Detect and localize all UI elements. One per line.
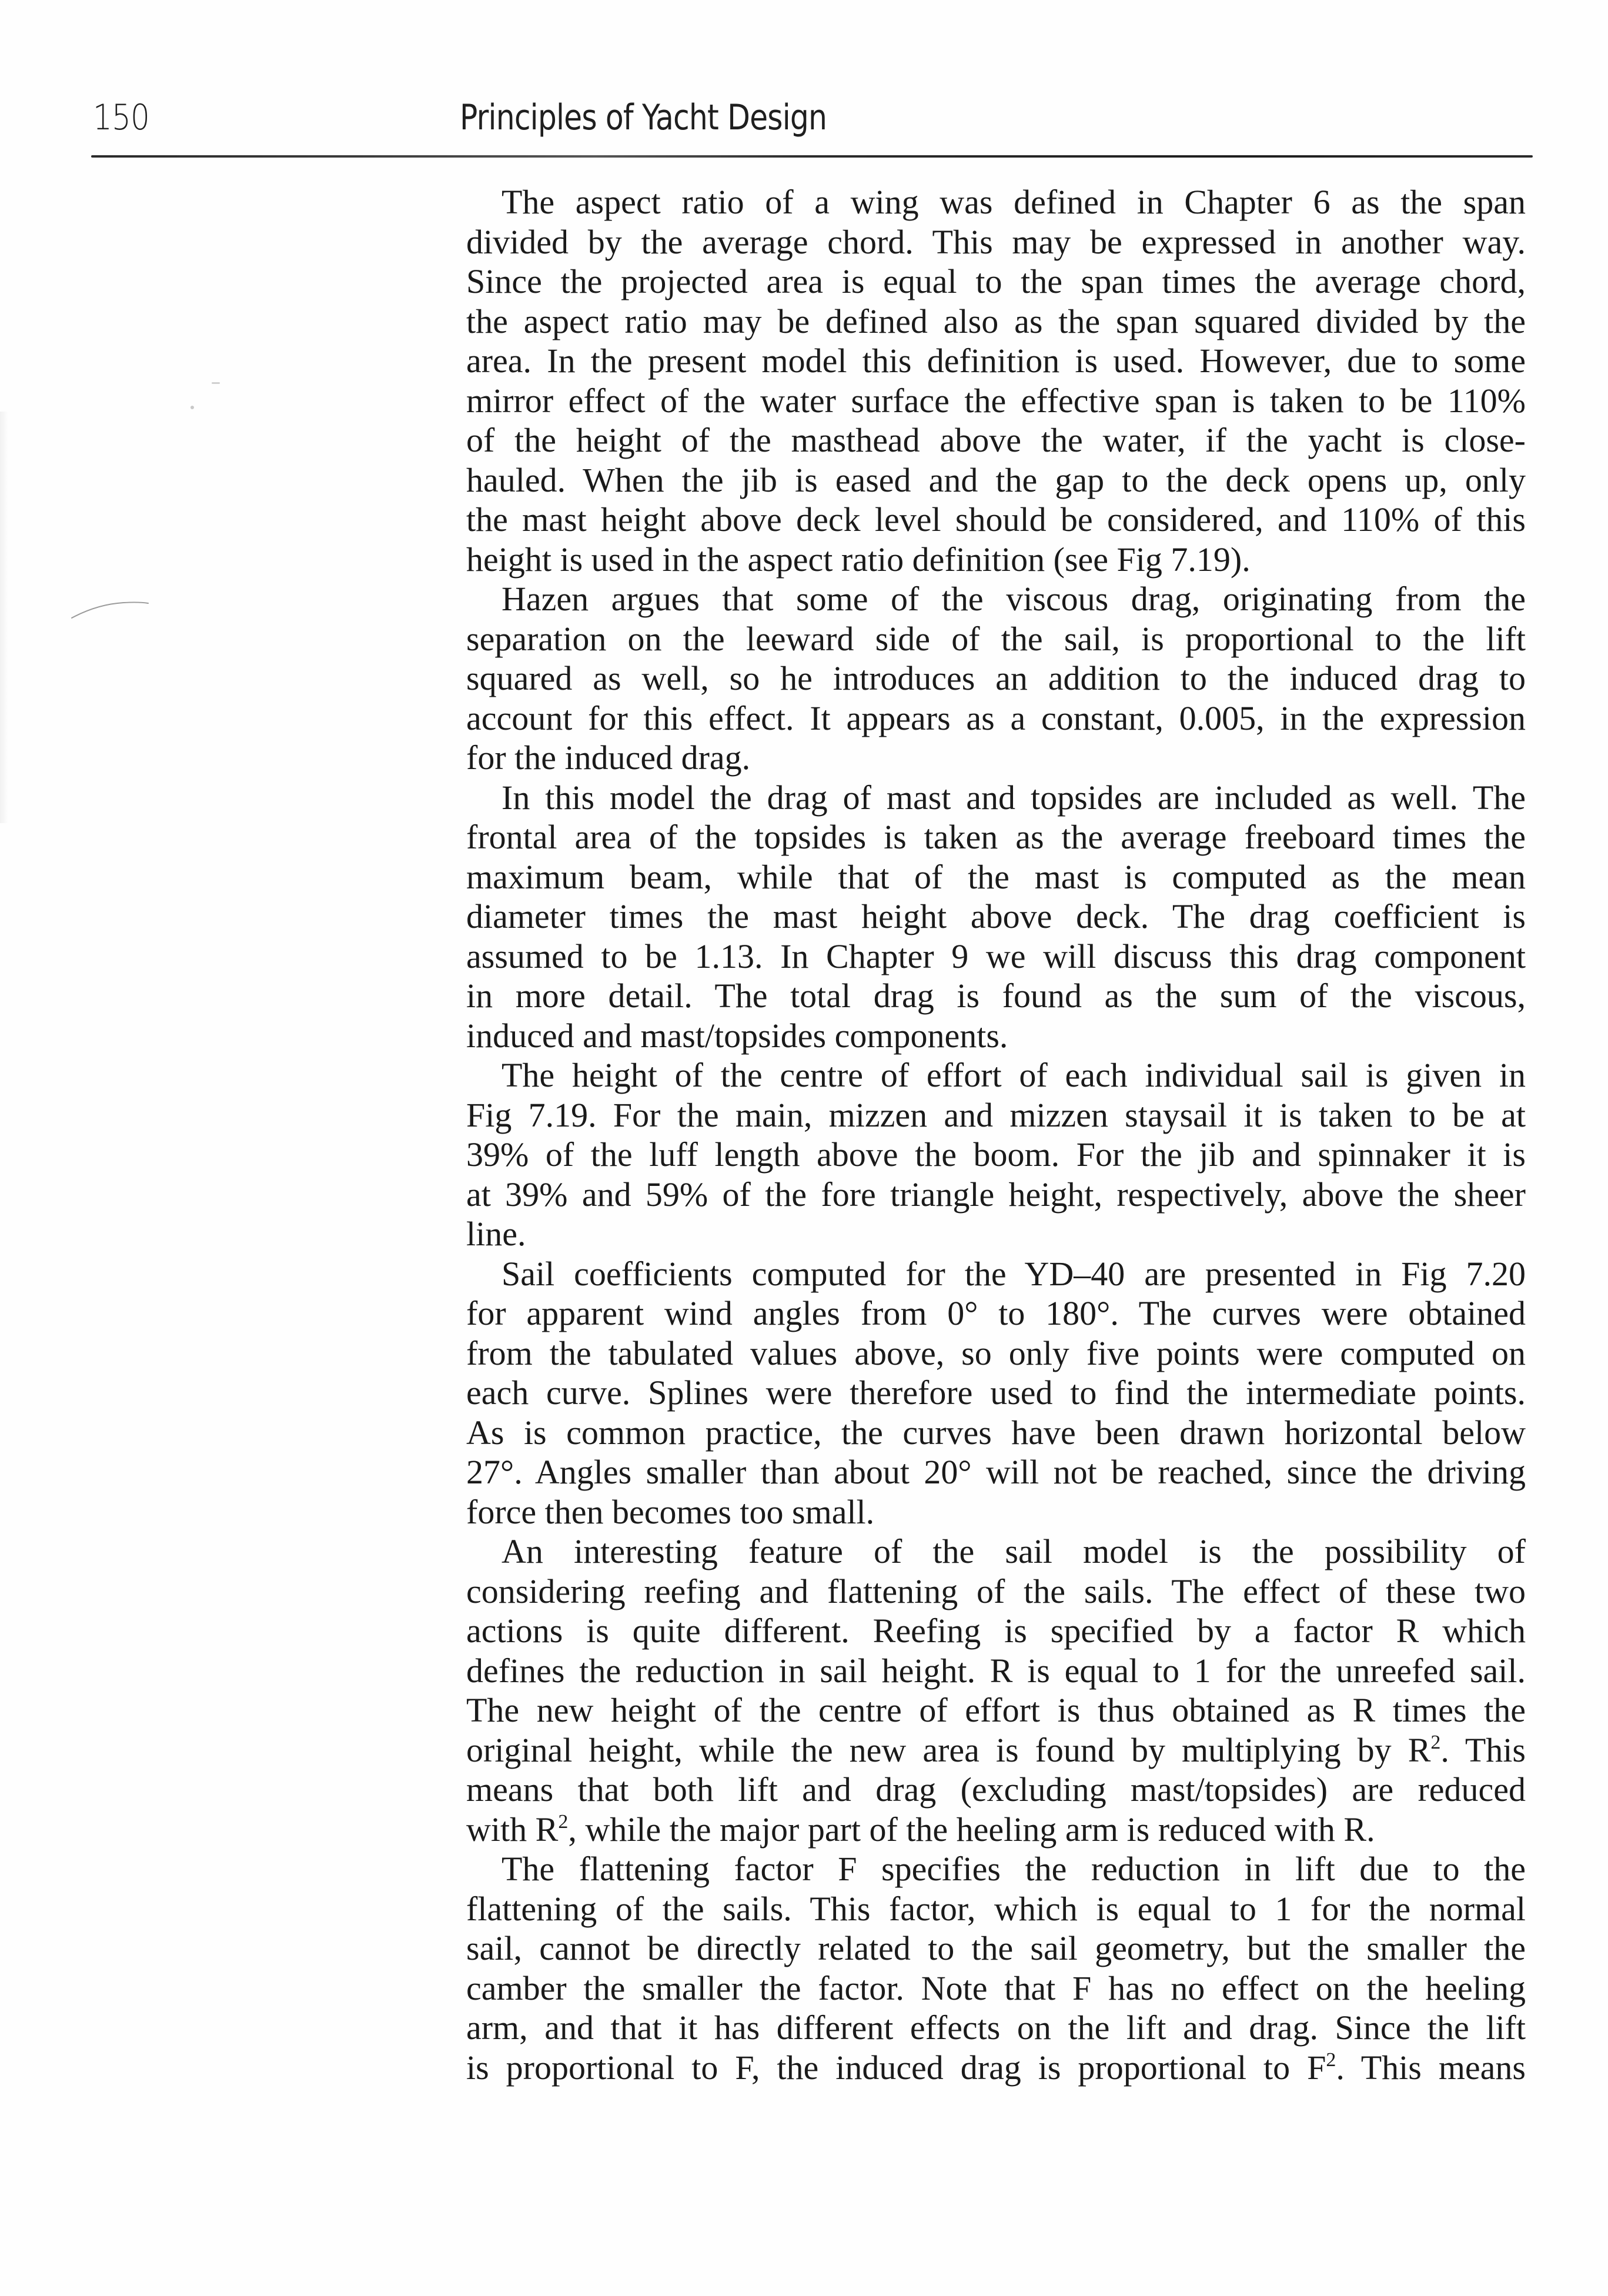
text-line: defines the reduction in sail height. R is equal to 1 for the unreefed sail. [466,1651,1526,1690]
paragraph [466,182,1526,579]
text-line: As is common practice, the curves have been drawn horizontal below [466,1413,1526,1452]
text-line: 39% of the luff length above the boom. For the jib and spinnaker it is [466,1135,1526,1174]
pencil-mark-icon [69,597,152,620]
text-fragment: . This means [1336,2048,1526,2087]
text-fragment: , while the major part of the heeling arm is reduced with R. [568,1810,1375,1849]
text-line: arm, and that it has different effects on the lift and drag. Since the lift [466,2008,1526,2047]
header-rule [91,155,1533,158]
text-line: each curve. Splines were therefore used to find the intermediate points. [466,1373,1526,1412]
superscript: 2 [1326,2048,1336,2071]
text-line: means that both lift and drag (excluding mast/topsides) are reduced [466,1770,1526,1809]
text-line: in more detail. The total drag is found as the sum of the viscous, [466,977,1526,1015]
text-line: area. In the present model this definition is used. However, due to some [466,342,1526,380]
text-line: maximum beam, while that of the mast is computed as the mean [466,857,1526,896]
text-line: considering reefing and flattening of the sails. The effect of these two [466,1572,1526,1610]
superscript: 2 [558,1810,569,1833]
text-line: the mast height above deck level should be considered, and 110% of this [466,500,1526,539]
book-title: Principles of Yacht Design [460,97,827,138]
text-fragment: with R [466,1810,559,1849]
text-line: The aspect ratio of a wing was defined in Chapter 6 as the span [502,183,1526,221]
text-line: mirror effect of the water surface the effective span is taken to be 110% [466,381,1526,420]
paragraph [466,1055,1526,1254]
text-line: 27°. Angles smaller than about 20° will not be reached, since the driving [466,1453,1526,1491]
text-line: for apparent wind angles from 0° to 180°. The curves were obtained [466,1294,1526,1332]
paragraph [466,1849,1526,2087]
text-line: Fig 7.19. For the main, mizzen and mizzen staysail it is taken to be at [466,1095,1526,1134]
text-line: of the height of the masthead above the water, if the yacht is close- [466,421,1526,459]
text-line: The new height of the centre of effort is thus obtained as R times the [466,1691,1526,1729]
scan-speck [212,382,220,384]
text-line: induced and mast/topsides components. [466,1016,1008,1055]
text-line: account for this effect. It appears as a constant, 0.005, in the expression [466,699,1526,737]
text-line: at 39% and 59% of the fore triangle height, respectively, above the sheer [466,1175,1526,1214]
text-fragment: is proportional to F, the induced drag is proportional to F [466,2048,1326,2087]
text-line [466,1730,1526,1770]
text-line: squared as well, so he introduces an addition to the induced drag to [466,659,1526,697]
running-header [0,97,1608,144]
text-line [466,1810,1526,1850]
text-line: height is used in the aspect ratio definition (see Fig 7.19). [466,540,1251,579]
text-line: The flattening factor F specifies the reduction in lift due to the [502,1850,1526,1888]
text-line: actions is quite different. Reefing is specified by a factor R which [466,1612,1526,1650]
text-line: line. [466,1215,526,1253]
text-line: the aspect ratio may be defined also as the span squared divided by the [466,302,1526,340]
text-line: force then becomes too small. [466,1492,875,1531]
text-fragment: original height, while the new area is found by multiplying by R [466,1730,1431,1769]
text-line: Since the projected area is equal to the span times the average chord, [466,262,1526,300]
text-line: hauled. When the jib is eased and the gap to the deck opens up, only [466,460,1526,499]
text-line: assumed to be 1.13. In Chapter 9 we will discuss this drag component [466,937,1526,975]
superscript: 2 [1430,1731,1441,1753]
text-line: frontal area of the topsides is taken as the average freeboard times the [466,818,1526,856]
text-line: flattening of the sails. This factor, which is equal to 1 for the normal [466,1889,1526,1928]
text-line: diameter times the mast height above deck. The drag coefficient is [466,897,1526,935]
text-line: An interesting feature of the sail model is the possibility of [502,1532,1526,1570]
text-line [466,2048,1526,2088]
text-line: separation on the leeward side of the sail, is proportional to the lift [466,619,1526,658]
body-text [466,182,1526,2087]
text-line: Sail coefficients computed for the YD–40 are presented in Fig 7.20 [502,1254,1526,1293]
text-line: Hazen argues that some of the viscous drag, originating from the [502,580,1526,618]
text-line: The height of the centre of effort of each individual sail is given in [502,1056,1526,1094]
text-line: divided by the average chord. This may be expressed in another way. [466,222,1526,261]
text-line: In this model the drag of mast and topsides are included as well. The [502,778,1526,817]
text-line: for the induced drag. [466,738,751,777]
text-line: camber the smaller the factor. Note that F has no effect on the heeling [466,1969,1526,2007]
text-line: sail, cannot be directly related to the sail geometry, but the smaller the [466,1929,1526,1967]
scan-speck [190,406,194,409]
text-line: from the tabulated values above, so only five points were computed on [466,1334,1526,1372]
paragraph [466,579,1526,778]
scan-edge-shadow [0,412,8,823]
page-number: 150 [93,97,149,138]
paragraph [466,778,1526,1056]
paragraph [466,1254,1526,1532]
paragraph [466,1532,1526,1849]
text-fragment: . This [1440,1730,1526,1769]
